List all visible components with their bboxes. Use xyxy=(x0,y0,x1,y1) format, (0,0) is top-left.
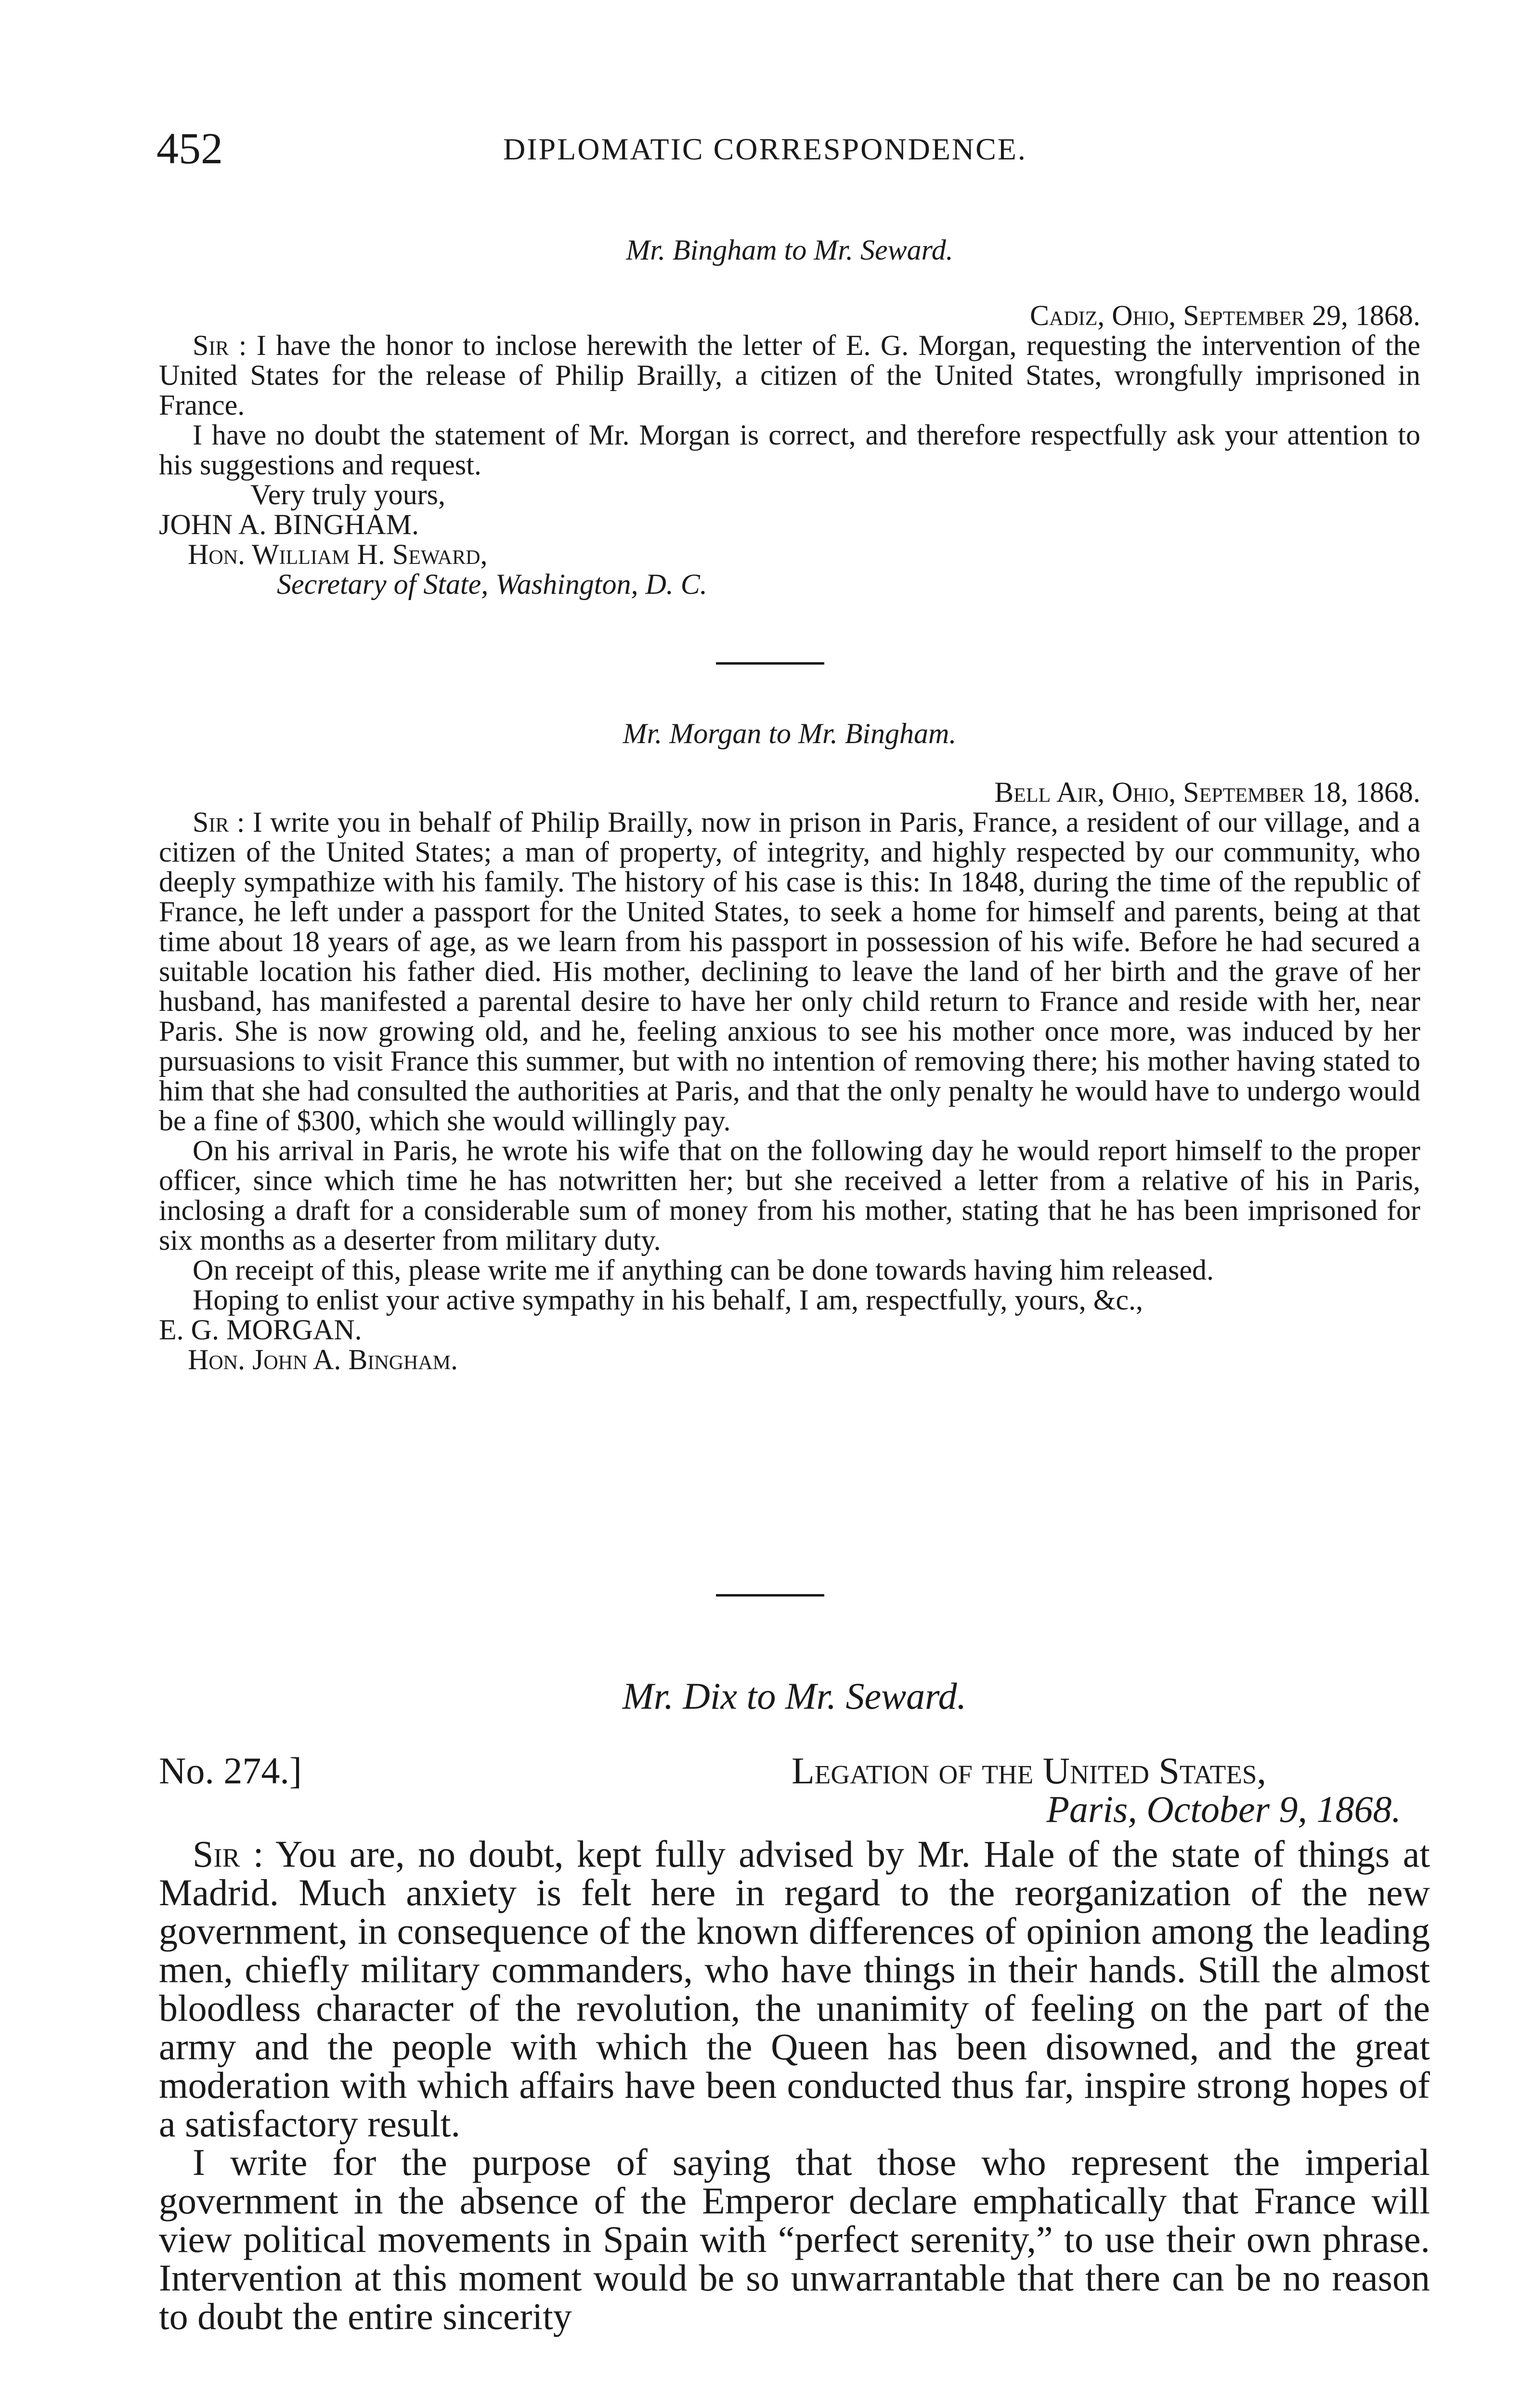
letter1-addressee-name: Hon. William H. Seward, xyxy=(188,538,488,570)
letter3-para1: Sir : You are, no doubt, kept fully advised by Mr. Hale of the state of things at Madrid. Much anxiety is felt here in regard to the reorganization of the new government, in consequence of the known differences of opinion among the leading men, chiefly military commanders, who have things in their hands. Still the almost bloodless character of the revolution, the unanimity of feeling on the part of the army and the people with which the Queen has been disowned, and the great moderation with which affairs have been conducted thus far, inspire strong hopes of a satisfactory result. xyxy=(159,1833,1430,2145)
letter2-place-date: Bell Air, Ohio, September 18, 1868. xyxy=(994,776,1420,808)
page-header xyxy=(156,123,1418,176)
letter3-title: Mr. Dix to Mr. Seward. xyxy=(622,1675,967,1717)
running-title: DIPLOMATIC CORRESPONDENCE. xyxy=(503,132,1027,166)
letter1-body xyxy=(159,330,1420,599)
letter1-place-date: Cadiz, Ohio, September 29, 1868. xyxy=(1029,300,1420,331)
letter2-para4: Hoping to enlist your active sympathy in his behalf, I am, respectfully, yours, &c., xyxy=(193,1284,1143,1316)
page-number: 452 xyxy=(156,124,223,173)
letter2-para2: On his arrival in Paris, he wrote his wife that on the following day he would report himself to the proper officer, since which time he has notwritten her; but she received a letter from a relative of his in Paris, inclosing a draft for a considerable sum of money from his mother, stating that he has been imprisoned for six months as a deserter from military duty. xyxy=(159,1135,1420,1256)
letter3-number: No. 274.] xyxy=(159,1750,302,1792)
letter2-addressee: Hon. John A. Bingham. xyxy=(188,1344,458,1375)
letter3-para2: I write for the purpose of saying that those who represent the imperial government in the absence of the Emperor declare emphatically that France will view political movements in Spain with “perfect serenity,” to use their own phrase. Intervention at this moment would be so unwarrantable that there can be no reason to doubt the entire sincerity xyxy=(159,2141,1430,2337)
letter3-body xyxy=(159,1835,1430,2336)
letter3-place-date: Paris, October 9, 1868. xyxy=(1046,1788,1401,1830)
letter1-para2: I have no doubt the statement of Mr. Morgan is correct, and therefore respectfully ask your attention to his suggestions and request. xyxy=(159,419,1420,481)
letter2-body xyxy=(159,807,1420,1374)
letter1-signature: JOHN A. BINGHAM. xyxy=(159,509,419,540)
letter1-title: Mr. Bingham to Mr. Seward. xyxy=(626,234,953,266)
section-divider xyxy=(716,662,824,665)
letter3-legation: Legation of the United States, xyxy=(792,1750,1266,1792)
letter2-title: Mr. Morgan to Mr. Bingham. xyxy=(623,718,957,749)
letter1-closing: Very truly yours, xyxy=(250,479,445,510)
letter2-para1: Sir : I write you in behalf of Philip Brailly, now in prison in Paris, France, a resident of our village, and a citizen of the United States; a man of property, of integrity, and highly respected by our community, who deeply sympathize with his family. The history of his case is this: In 1848, during the time of the republic of France, he left under a passport for the United States, to seek a home for himself and parents, being at that time about 18 years of age, as we learn from his passport in possession of his wife. Before he had secured a suitable location his father died. His mother, declining to leave the land of her birth and the grave of her husband, has manifested a parental desire to have her only child return to France and reside with her, near Paris. She is now growing old, and he, feeling anxious to see his mother once more, was induced by her pursuasions to visit France this summer, but with no intention of removing there; his mother having stated to him that she had consulted the authorities at Paris, and that the only penalty he would have to undergo would be a fine of $300, which she would willingly pay. xyxy=(159,806,1420,1137)
letter1-para1: Sir : I have the honor to inclose herewith the letter of E. G. Morgan, requesting the intervention of the United States for the release of Philip Brailly, a citizen of the United States, wrongfully imprisoned in France. xyxy=(159,329,1421,421)
letter1-addressee-title: Secretary of State, Washington, D. C. xyxy=(277,568,707,600)
section-divider xyxy=(716,1594,824,1597)
letter2-signature: E. G. MORGAN. xyxy=(159,1314,362,1346)
letter2-para3: On receipt of this, please write me if anything can be done towards having him released. xyxy=(193,1254,1214,1286)
